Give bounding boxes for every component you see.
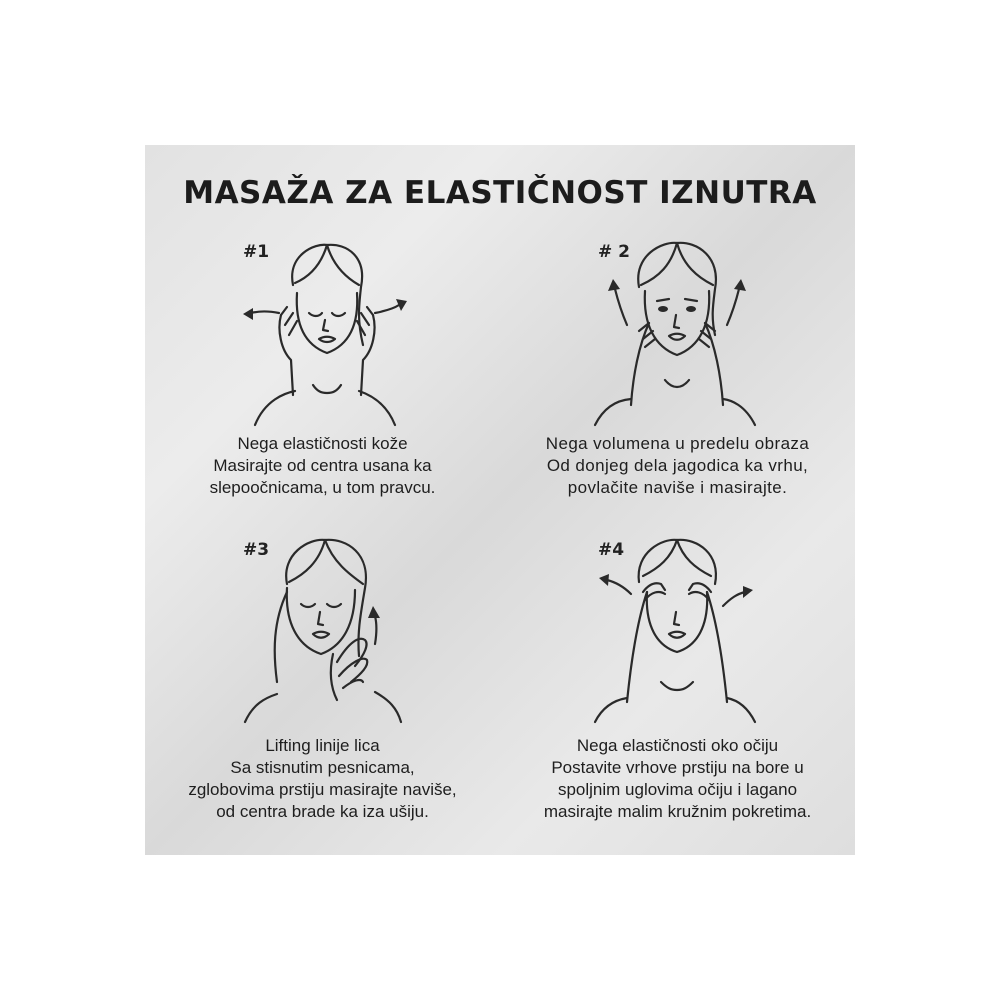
step-1 xyxy=(145,235,500,525)
step-caption xyxy=(500,433,855,499)
step-caption xyxy=(145,735,500,823)
step-4 xyxy=(500,532,855,822)
face-fingers-on-cheekbones-upward-arrows-icon xyxy=(575,235,775,430)
step-number: #4 xyxy=(598,540,625,560)
face-knuckles-on-jaw-upward-arrow-icon xyxy=(225,532,425,727)
caption-line: Sa stisnutim pesnicama, xyxy=(230,758,415,777)
page-title: MASAŽA ZA ELASTIČNOST IZNUTRA xyxy=(183,175,817,211)
caption-line: Postavite vrhove prstiju na bore u xyxy=(551,758,804,777)
caption-line: zglobovima prstiju masirajte naviše, xyxy=(188,780,457,799)
caption-line: Nega elastičnosti kože xyxy=(237,434,408,453)
step-number: #1 xyxy=(243,242,270,262)
caption-line: Od donjeg dela jagodica ka vrhu, xyxy=(546,456,809,475)
caption-line: Nega elastičnosti oko očiju xyxy=(576,736,779,755)
caption-line: Nega volumena u predelu obraza xyxy=(545,434,810,453)
step-3 xyxy=(145,532,500,822)
massage-guide-card xyxy=(145,145,855,855)
step-caption xyxy=(500,735,855,823)
caption-line: Lifting linije lica xyxy=(265,736,380,755)
step-number: #3 xyxy=(243,540,270,560)
step-caption xyxy=(145,433,500,499)
caption-line: Masirajte od centra usana ka xyxy=(213,456,432,475)
face-hands-on-cheeks-outward-arrows-icon xyxy=(225,235,425,430)
step-2 xyxy=(500,235,855,525)
caption-line: slepoočnicama, u tom pravcu. xyxy=(209,478,436,497)
step-number: # 2 xyxy=(598,242,630,262)
caption-line: masirajte malim kružnim pokretima. xyxy=(543,802,812,821)
caption-line: od centra brade ka iza ušiju. xyxy=(216,802,429,821)
face-fingers-on-eye-corners-arrows-icon xyxy=(575,532,775,727)
caption-line: povlačite naviše i masirajte. xyxy=(567,478,788,497)
caption-line: spoljnim uglovima očiju i lagano xyxy=(557,780,798,799)
